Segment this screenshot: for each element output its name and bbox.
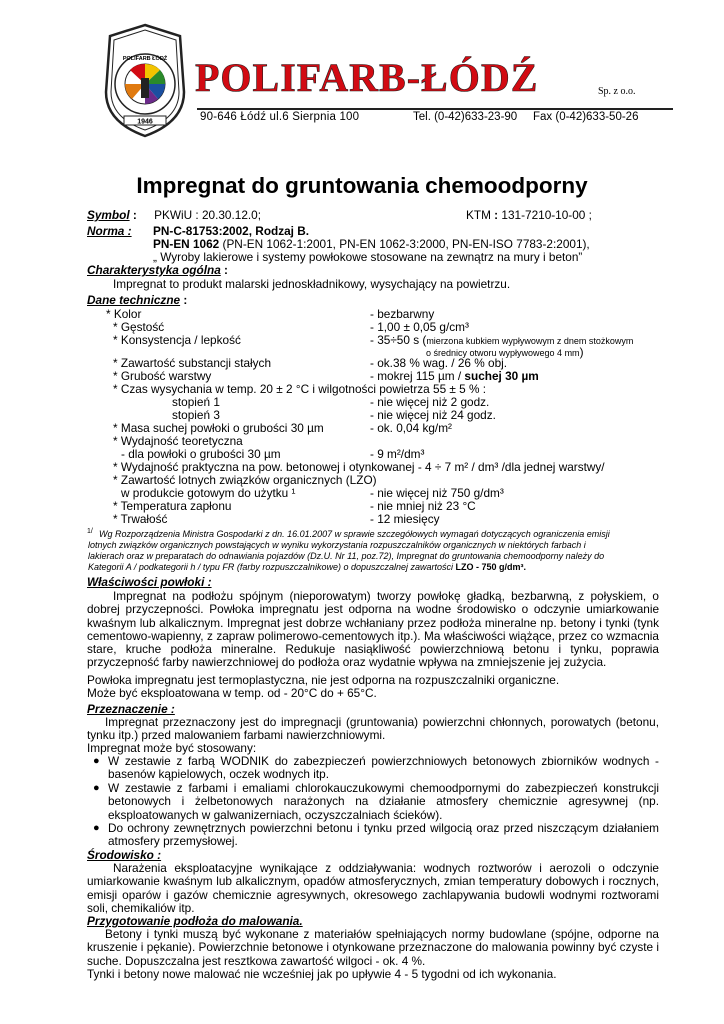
- bullet-marker: ●: [93, 782, 100, 794]
- purpose-heading: Przeznaczenie :: [87, 702, 175, 716]
- tech-label-color: * Kolor: [106, 307, 142, 321]
- environment-heading: Środowisko :: [87, 848, 162, 862]
- tech-label-voc-ready: w produkcie gotowym do użytku ¹: [121, 486, 296, 500]
- preparation-paragraph-1: Betony i tynki muszą być wykonane z materiałów spełniających normy budowlane (spójne, odporne na kruszenie i pękanie). Powierzchnie betonowe i otynkowane przeznaczone do malowania powinny być czyste i suche. Dopuszczalna jest resztkowa zawartość wilgoci - ok. 4 %.: [87, 927, 659, 968]
- purpose-paragraph-2: Impregnat może być stosowany:: [87, 741, 257, 755]
- symbol-row: Symbol : PKWiU : 20.30.12.0;: [87, 208, 261, 222]
- norma-line-3: „ Wyroby lakierowe i systemy powłokowe stosowane na zewnątrz na mury i beton”: [153, 250, 583, 264]
- norma-label: Norma :: [87, 224, 132, 238]
- footnote-line-3: lakierach oraz w preparatach do odnawiania pojazdów (Dz.U. Nr 11, poz.72), Impregnat do gruntowania chemoodporny należy do: [88, 551, 605, 561]
- tech-value-mass: - ok. 0,04 kg/m²: [370, 421, 452, 435]
- tech-value-voc-ready: - nie więcej niż 750 g/dm³: [370, 486, 504, 500]
- tech-value-yield-30um: - 9 m²/dm³: [370, 447, 425, 461]
- norma-line-1: PN-C-81753:2002, Rodzaj B.: [153, 224, 310, 238]
- technical-heading: Dane techniczne :: [87, 293, 188, 307]
- tech-label-viscosity: * Konsystencja / lepkość: [113, 333, 241, 347]
- company-phone: Tel. (0-42)633-23-90: [413, 111, 518, 123]
- document-title: Impregnat do gruntowania chemoodporny: [136, 173, 588, 198]
- footnote-mark: 1/: [87, 528, 93, 535]
- tech-label-drying: * Czas wysychania w temp. 20 ± 2 °C i wilgotności powietrza 55 ± 5 % :: [113, 382, 487, 396]
- bullet-marker: ●: [93, 822, 100, 834]
- tech-label-yield-theoretical: * Wydajność teoretyczna: [113, 434, 243, 448]
- tech-label-thickness: * Grubość warstwy: [113, 369, 212, 383]
- tech-label-voc: * Zawartość lotnych związków organicznych (LZO): [113, 473, 377, 487]
- tech-label-flash-point: * Temperatura zapłonu: [113, 499, 232, 513]
- tech-label-stage-1: stopień 1: [172, 395, 220, 409]
- tech-label-solids: * Zawartość substancji stałych: [113, 356, 272, 370]
- tech-label-yield-30um: - dla powłoki o grubości 30 µm: [121, 447, 281, 461]
- properties-heading: Właściwości powłoki :: [87, 575, 212, 589]
- tech-value-shelf-life: - 12 miesięcy: [370, 512, 440, 526]
- brand-name: POLIFARB-ŁÓDŹ: [195, 55, 539, 100]
- logo-year: 1946: [137, 118, 153, 126]
- purpose-bullet-3: Do ochrony zewnętrznych powierzchni betonu i tynku przed wilgocią oraz przed niszczącym działaniem atmosfery przemysłowej.: [108, 821, 659, 849]
- tech-label-mass: * Masa suchej powłoki o grubości 30 µm: [113, 421, 324, 435]
- tech-value-viscosity: - 35÷50 s (mierzona kubkiem wypływowym z dnem stożkowym: [370, 333, 634, 347]
- logo-text: POLIFARB ŁÓDŹ: [122, 56, 168, 62]
- tech-value-stage-1: - nie więcej niż 2 godz.: [370, 395, 490, 409]
- symbol-label: Symbol: [87, 208, 130, 222]
- properties-paragraph-1: Impregnat na podłożu spójnym (nieporowatym) tworzy powłokę gładką, bezbarwną, z połyskiem, o dobrej przyczepności. Powłoka impregnatu jest odporna na wodne środowisko o odczynie umiarkowanie kwaśnym lub alkalicznym. Impregnat jest dobrze wchłaniany przez podłoża mineralne np. betony i tynki (tynk cementowo-wapienny, z zapraw polimerowo-cementowych itp.). Ma właściwości wiążące, przez co wzmacnia stare, kruche podłoża mineralne. Redukuje nasiąkliwość powierzchniową betonu i tynku, poprawia przyczepność farby nawierzchniowej do podłoża oraz wydatnie wpływa na zmniejszenie jej zużycia.: [87, 589, 659, 670]
- pkwiu-code: PKWiU : 20.30.12.0;: [154, 208, 261, 222]
- footnote-line-2: lotnych związków organicznych powstających w wyniku wykorzystania rozpuszczalników organicznych w niektórych farbach i: [88, 540, 586, 550]
- tech-label-stage-3: stopień 3: [172, 408, 220, 422]
- ktm-row: KTM : 131-7210-10-00 ;: [466, 208, 592, 222]
- ktm-code: 131-7210-10-00 ;: [498, 208, 592, 222]
- tech-label-density: * Gęstość: [113, 320, 165, 334]
- general-heading: Charakterystyka ogólna :: [87, 263, 228, 277]
- tech-value-stage-3: - nie więcej niż 24 godz.: [370, 408, 496, 422]
- general-text: Impregnat to produkt malarski jednoskładnikowy, wysychający na powietrzu.: [113, 277, 511, 291]
- company-logo: [100, 22, 190, 140]
- company-address: 90-646 Łódź ul.6 Sierpnia 100: [200, 111, 360, 123]
- tech-label-shelf-life: * Trwałość: [113, 512, 168, 526]
- footnote-line-1: Wg Rozporządzenia Ministra Gospodarki z dn. 16.01.2007 w sprawie szczegółowych wymagań dotyczących ograniczenia emisji: [99, 529, 610, 539]
- purpose-bullet-1: W zestawie z farbą WODNIK do zabezpieczeń powierzchniowych betonowych zbiorników wodnych - basenów kąpielowych, oczek wodnych itp.: [108, 754, 659, 782]
- ktm-label: KTM: [466, 208, 491, 222]
- purpose-paragraph-1: Impregnat przeznaczony jest do impregnacji (gruntowania) powierzchni chłonnych, porowatych (betonu, tynku itp.) przed malowaniem farbami nawierzchniowymi.: [87, 715, 659, 743]
- tech-value-solids: - ok.38 % wag. / 26 % obj.: [370, 356, 508, 370]
- purpose-bullet-2: W zestawie z farbami i emaliami chlorokauczukowymi chemoodpornymi do zabezpieczeń konstrukcji betonowych i żelbetonowych narażonych na działanie atmosfery chemicznie agresywnej (np. eksploatowanych w galwanizerniach, oczyszczalniach ścieków).: [108, 781, 659, 822]
- properties-paragraph-2: Powłoka impregnatu jest termoplastyczna, nie jest odporna na rozpuszczalniki organiczne.: [87, 673, 560, 687]
- norma-line-2: PN-EN 1062 (PN-EN 1062-1:2001, PN-EN 1062-3:2000, PN-EN-ISO 7783-2:2001),: [153, 237, 590, 251]
- properties-paragraph-3: Może być eksploatowana w temp. od - 20°C do + 65°C.: [87, 686, 377, 700]
- tech-value-density: - 1,00 ± 0,05 g/cm³: [370, 320, 469, 334]
- tech-value-viscosity-note: o średnicy otworu wypływowego 4 mm): [426, 345, 584, 359]
- bullet-marker: ●: [93, 755, 100, 767]
- legal-form: Sp. z o.o.: [598, 86, 636, 97]
- preparation-paragraph-2: Tynki i betony nowe malować nie wcześniej jak po upływie 4 - 5 tygodni od ich wykonania.: [87, 967, 557, 981]
- tech-value-thickness: - mokrej 115 µm / suchej 30 µm: [370, 369, 539, 383]
- tech-value-flash-point: - nie mniej niż 23 °C: [370, 499, 476, 513]
- environment-paragraph: Narażenia eksploatacyjne wynikające z oddziaływania: wodnych roztworów i aerozoli o odczynie umiarkowanie kwaśnym lub alkalicznym, opadów atmosferycznych, zmian temperatury dobowych i rocznych, emisji oparów i gazów chemicznie agresywnych, okresowego zachlapywania budowli wodnymi roztworami soli, chemikaliów itp.: [87, 861, 659, 915]
- tech-value-color: - bezbarwny: [370, 307, 435, 321]
- preparation-heading: Przygotowanie podłoża do malowania.: [87, 914, 303, 928]
- company-fax: Fax (0-42)633-50-26: [533, 111, 639, 123]
- footnote-line-4: Kategorii A / podkategorii h / typu FR (farby rozpuszczalnikowe) o dopuszczalnej zawartości LZO - 750 g/dm³.: [88, 562, 527, 572]
- tech-label-yield-practical: * Wydajność praktyczna na pow. betonowej i otynkowanej - 4 ÷ 7 m² / dm³ /dla jednej warstwy/: [113, 460, 605, 474]
- header-divider: [197, 108, 673, 110]
